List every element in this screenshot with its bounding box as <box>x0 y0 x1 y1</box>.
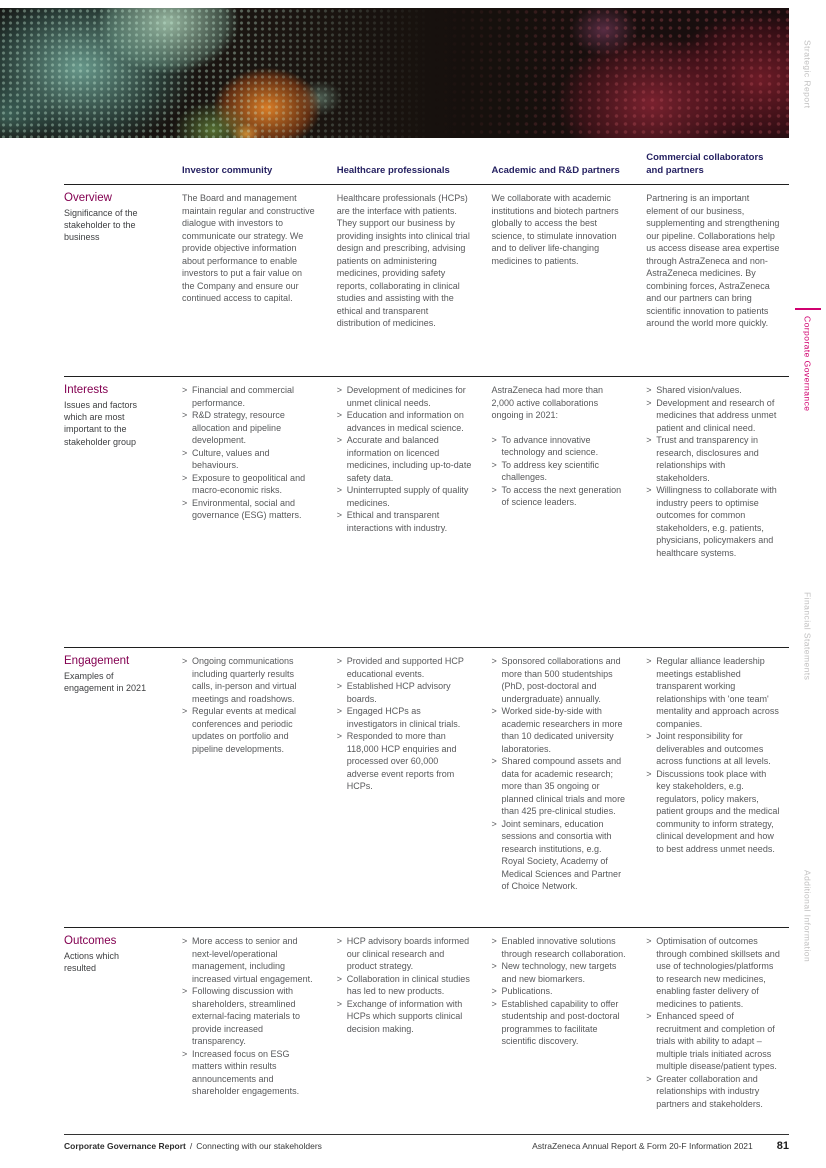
table-cell <box>646 935 789 1132</box>
bullet-marker: > <box>336 998 343 1009</box>
section-tabs <box>789 0 826 1168</box>
bullet-item <box>182 447 317 472</box>
bullet-item <box>337 730 472 793</box>
column-header-1: Investor community <box>182 164 273 176</box>
bullet-marker: > <box>491 656 497 666</box>
cell-paragraph: AstraZeneca had more than 2,000 active collaborations ongoing in 2021: <box>491 385 604 420</box>
table-cell <box>492 192 635 376</box>
bullet-item <box>182 497 317 522</box>
row-subtitle: Issues and factors which are most important to the stakeholder group <box>64 400 138 447</box>
table-cell <box>646 384 789 647</box>
bullet-marker: > <box>491 818 497 829</box>
active-tab-indicator <box>795 308 821 310</box>
bullet-marker: > <box>336 435 343 445</box>
bullet-marker: > <box>646 397 652 408</box>
bullet-item <box>492 459 627 484</box>
table-cell <box>492 935 635 1132</box>
cell-paragraph: We collaborate with academic institutions and biotech partners globally to access the best science, to stimulate innovation and to deliver life-changing medicines to patients. <box>491 193 619 266</box>
bullet-text: Financial and commercial performance. <box>192 385 295 408</box>
bullet-item <box>182 384 317 409</box>
table-row-outcomes <box>64 928 789 1132</box>
bullet-marker: > <box>491 459 497 470</box>
main-content <box>64 143 789 1132</box>
bullet-item <box>492 935 627 960</box>
bullet-marker: > <box>182 497 188 508</box>
bullet-text: Greater collaboration and relationships with industry partners and stakeholders. <box>656 1073 763 1109</box>
bullet-marker: > <box>182 385 188 395</box>
bullet-marker: > <box>491 706 497 716</box>
bullet-text: Accurate and balanced information on licenced medicines, including up-to-date safety data. <box>346 435 472 483</box>
bullet-item <box>492 818 627 893</box>
bullet-item <box>492 705 627 755</box>
row-subtitle: Actions which resulted <box>64 951 120 974</box>
table-cell <box>182 384 325 647</box>
bullet-marker: > <box>646 768 652 779</box>
bullet-marker: > <box>491 756 497 766</box>
bullet-item <box>337 384 472 409</box>
row-label <box>64 935 170 1132</box>
bullet-text: Increased focus on ESG matters within results announcements and shareholder engagements. <box>192 1048 300 1096</box>
bullet-item <box>337 655 472 680</box>
row-label <box>64 192 170 376</box>
bullet-marker: > <box>491 986 497 996</box>
bullet-text: Responded to more than 118,000 HCP enquiries and processed over 60,000 adverse event reports from HCPs. <box>346 731 457 791</box>
bullet-item <box>646 935 781 1010</box>
footer-section: Corporate Governance Report <box>64 1141 186 1151</box>
bullet-text: Uninterrupted supply of quality medicines. <box>346 485 469 508</box>
table-row-interests <box>64 377 789 648</box>
bullet-text: Regular events at medical conferences and periodic updates on portfolio and pipeline developments. <box>192 706 297 754</box>
bullet-text: Joint seminars, education sessions and consortia with research institutions, e.g. Royal Society, Academy of Medical Sciences and Partner of Choice Network. <box>501 818 622 891</box>
footer-separator: / <box>189 1141 193 1151</box>
column-header-2: Healthcare professionals <box>336 164 450 176</box>
hero-image <box>0 8 789 138</box>
bullet-marker: > <box>646 1011 652 1021</box>
bullet-text: To advance innovative technology and science. <box>501 434 599 457</box>
bullet-text: Sponsored collaborations and more than 500 studentships (PhD, post-doctoral and undergraduate) annually. <box>501 656 621 704</box>
bullet-text: Environmental, social and governance (ESG) matters. <box>192 497 302 520</box>
bullet-item <box>492 960 627 985</box>
bullet-text: R&D strategy, resource allocation and pipeline development. <box>192 410 285 445</box>
bullet-text: Following discussion with shareholders, streamlined external-facing materials to provide increased transparency. <box>192 986 301 1046</box>
tab-label: Additional Information <box>802 870 813 963</box>
table-cell <box>182 655 325 927</box>
bullet-text: Established HCP advisory boards. <box>346 681 451 704</box>
bullet-marker: > <box>336 936 343 946</box>
bullet-item <box>182 655 317 705</box>
bullet-item <box>646 655 781 730</box>
tab-additional-information[interactable] <box>789 870 826 962</box>
bullet-text: Development of medicines for unmet clinical needs. <box>346 385 466 408</box>
table-cell <box>492 655 635 927</box>
bullet-item <box>646 434 781 484</box>
bullet-text: Willingness to collaborate with industry peers to optimise outcomes for common stakeholders, e.g. patients, physicians, policymakers and healthcare systems. <box>656 485 777 558</box>
bullet-item <box>182 472 317 497</box>
bullet-item <box>646 384 781 397</box>
bullet-marker: > <box>646 656 652 666</box>
bullet-item <box>337 680 472 705</box>
bullet-item <box>337 973 472 998</box>
bullet-item <box>182 985 317 1048</box>
bullet-text: Shared vision/values. <box>656 385 742 395</box>
bullet-item <box>492 655 627 705</box>
row-label <box>64 655 170 927</box>
bullet-text: Collaboration in clinical studies has led to new products. <box>346 973 470 996</box>
tab-label: Corporate Governance <box>802 316 813 412</box>
bullet-marker: > <box>491 434 497 445</box>
bullet-text: Engaged HCPs as investigators in clinical trials. <box>346 706 461 729</box>
bullet-text: More access to senior and next-level/operational management, including increased virtual engagement. <box>192 936 313 984</box>
bullet-item <box>182 935 317 985</box>
column-header-3: Academic and R&D partners <box>491 164 620 176</box>
bullet-text: To address key scientific challenges. <box>501 459 600 482</box>
bullet-marker: > <box>182 1048 188 1059</box>
bullet-item <box>646 730 781 768</box>
row-subtitle: Examples of engagement in 2021 <box>64 671 147 694</box>
tab-strategic-report[interactable] <box>789 40 826 109</box>
bullet-text: Enhanced speed of recruitment and completion of trials with ability to adapt – multiple trials initiated across multiple disease/patient types. <box>656 1011 777 1071</box>
table-row-overview <box>64 185 789 377</box>
bullet-item <box>337 484 472 509</box>
column-header-4: Commercial collaborators and partners <box>646 152 764 176</box>
bullet-marker: > <box>182 656 188 666</box>
bullet-item <box>182 1048 317 1098</box>
bullet-text: Ethical and transparent interactions with industry. <box>346 510 448 533</box>
bullet-marker: > <box>646 385 652 395</box>
bullet-text: Exchange of information with HCPs which supports clinical decision making. <box>346 998 463 1034</box>
bullet-item <box>182 705 317 755</box>
bullet-marker: > <box>491 484 497 495</box>
table-cell <box>337 384 480 647</box>
bullet-marker: > <box>336 681 343 691</box>
bullet-item <box>182 409 317 447</box>
bullet-marker: > <box>182 986 188 996</box>
bullet-marker: > <box>182 472 188 483</box>
bullet-marker: > <box>182 706 188 716</box>
bullet-item <box>646 768 781 856</box>
bullet-marker: > <box>336 706 343 716</box>
bullet-text: Development and research of medicines that address unmet patient and clinical need. <box>656 397 777 433</box>
table-cell <box>337 935 480 1132</box>
row-title: Overview <box>64 192 112 204</box>
table-cell <box>337 655 480 927</box>
bullet-item <box>337 409 472 434</box>
bullet-item <box>492 998 627 1048</box>
bullet-text: Ongoing communications including quarterly results calls, in-person and virtual meetings and roadshows. <box>192 656 297 704</box>
bullet-marker: > <box>182 936 188 946</box>
bullet-marker: > <box>336 410 343 420</box>
bullet-marker: > <box>182 410 188 420</box>
bullet-marker: > <box>336 485 343 495</box>
bullet-marker: > <box>646 485 652 495</box>
bullet-marker: > <box>491 961 497 971</box>
footer-breadcrumb <box>64 1141 322 1151</box>
bullet-item <box>646 484 781 559</box>
bullet-text: Culture, values and behaviours. <box>192 447 270 470</box>
bullet-marker: > <box>646 435 652 445</box>
bullet-item <box>337 434 472 484</box>
bullet-text: Trust and transparency in research, disclosures and relationships with stakeholders. <box>656 435 759 483</box>
bullet-text: Regular alliance leadership meetings established transparent working relationships with 'one team' mentality and approach across companies. <box>656 656 779 729</box>
bullet-item <box>492 755 627 818</box>
footer-report-title: AstraZeneca Annual Report & Form 20-F Information 2021 <box>532 1141 753 1151</box>
table-cell <box>337 192 480 376</box>
bullet-item <box>646 1010 781 1073</box>
bullet-marker: > <box>182 447 188 458</box>
footer-page-title: Connecting with our stakeholders <box>196 1141 322 1151</box>
bullet-item <box>492 434 627 459</box>
tab-corporate-governance[interactable] <box>789 308 826 411</box>
table-row-engagement <box>64 648 789 928</box>
row-subtitle: Significance of the stakeholder to the business <box>64 208 138 243</box>
bullet-marker: > <box>336 973 343 984</box>
table-cell <box>182 935 325 1132</box>
bullet-marker: > <box>646 731 652 741</box>
bullet-text: Worked side-by-side with academic researchers in more than 10 dedicated university laboratories. <box>501 706 623 754</box>
table-cell <box>646 655 789 927</box>
bullet-item <box>337 935 472 973</box>
bullet-marker: > <box>336 385 343 395</box>
table-cell <box>646 192 789 376</box>
cell-paragraph: Partnering is an important element of our business, supplementing and strengthening our pipeline. Collaborations help us access disease area expertise through AstraZeneca and non-AstraZeneca medicines. By combining forces, AstraZeneca and our partners can bring scientific innovation to patients around the world more quickly. <box>646 193 780 328</box>
bullet-marker: > <box>646 1073 652 1084</box>
cell-paragraph: The Board and management maintain regular and constructive dialogue with investors to communicate our strategy. We provide objective information about performance to enable investors to put a fair value on the Company and ensure our continued access to capital. <box>182 193 315 303</box>
bullet-text: Established capability to offer studentship and post-doctoral programmes to facilitate scientific discovery. <box>501 998 620 1046</box>
bullet-item <box>337 998 472 1036</box>
tab-financial-statements[interactable] <box>789 592 826 680</box>
bullet-marker: > <box>491 998 497 1009</box>
bullet-text: Education and information on advances in medical science. <box>346 410 464 433</box>
page-footer <box>64 1134 789 1152</box>
bullet-item <box>646 397 781 435</box>
table-header-row <box>64 143 789 185</box>
row-title: Engagement <box>64 655 130 667</box>
bullet-marker: > <box>336 510 343 520</box>
row-title: Outcomes <box>64 935 117 947</box>
bullet-text: HCP advisory boards informed our clinical research and product strategy. <box>346 936 470 971</box>
table-cell <box>182 192 325 376</box>
bullet-text: Optimisation of outcomes through combined skillsets and use of technologies/platforms to research new medicines, enabling faster delivery of medicines to patients. <box>656 936 780 1009</box>
bullet-text: To access the next generation of science leaders. <box>501 484 622 507</box>
tab-label: Financial Statements <box>802 592 813 681</box>
bullet-item <box>337 509 472 534</box>
table-cell <box>492 384 635 647</box>
bullet-marker: > <box>336 731 343 741</box>
bullet-text: Shared compound assets and data for academic research; more than 35 ongoing or planned clinical trials and more than 425 pre-clinical studies. <box>501 756 626 816</box>
bullet-item <box>646 1073 781 1111</box>
bullet-item <box>492 985 627 998</box>
bullet-text: Exposure to geopolitical and macro-economic risks. <box>192 472 306 495</box>
row-label <box>64 384 170 647</box>
row-title: Interests <box>64 384 109 396</box>
bullet-text: Joint responsibility for deliverables and outcomes across functions at all levels. <box>656 731 771 766</box>
bullet-item <box>337 705 472 730</box>
bullet-text: Discussions took place with key stakeholders, e.g. regulators, policy makers, patient groups and the medical community to inform strategy, clinical development and how to best address unmet needs. <box>656 768 780 854</box>
page-number: 81 <box>776 1140 789 1152</box>
bullet-text: Enabled innovative solutions through research collaboration. <box>501 936 626 959</box>
cell-paragraph: Healthcare professionals (HCPs) are the interface with patients. They support our business by providing insights into clinical trial design and prescribing, advising patients on administering medicines, providing safety reports, collaborating in clinical studies and assisting with the ethical and transparent distribution of medicines. <box>336 193 470 328</box>
bullet-marker: > <box>336 656 343 666</box>
bullet-text: New technology, new targets and new biomarkers. <box>501 961 617 984</box>
footer-right <box>532 1140 789 1152</box>
bullet-marker: > <box>646 936 652 946</box>
stakeholder-table <box>64 185 789 1132</box>
bullet-text: Publications. <box>501 986 553 996</box>
bullet-text: Provided and supported HCP educational events. <box>346 656 464 679</box>
tab-label: Strategic Report <box>802 40 813 109</box>
bullet-marker: > <box>491 936 497 946</box>
bullet-item <box>492 484 627 509</box>
